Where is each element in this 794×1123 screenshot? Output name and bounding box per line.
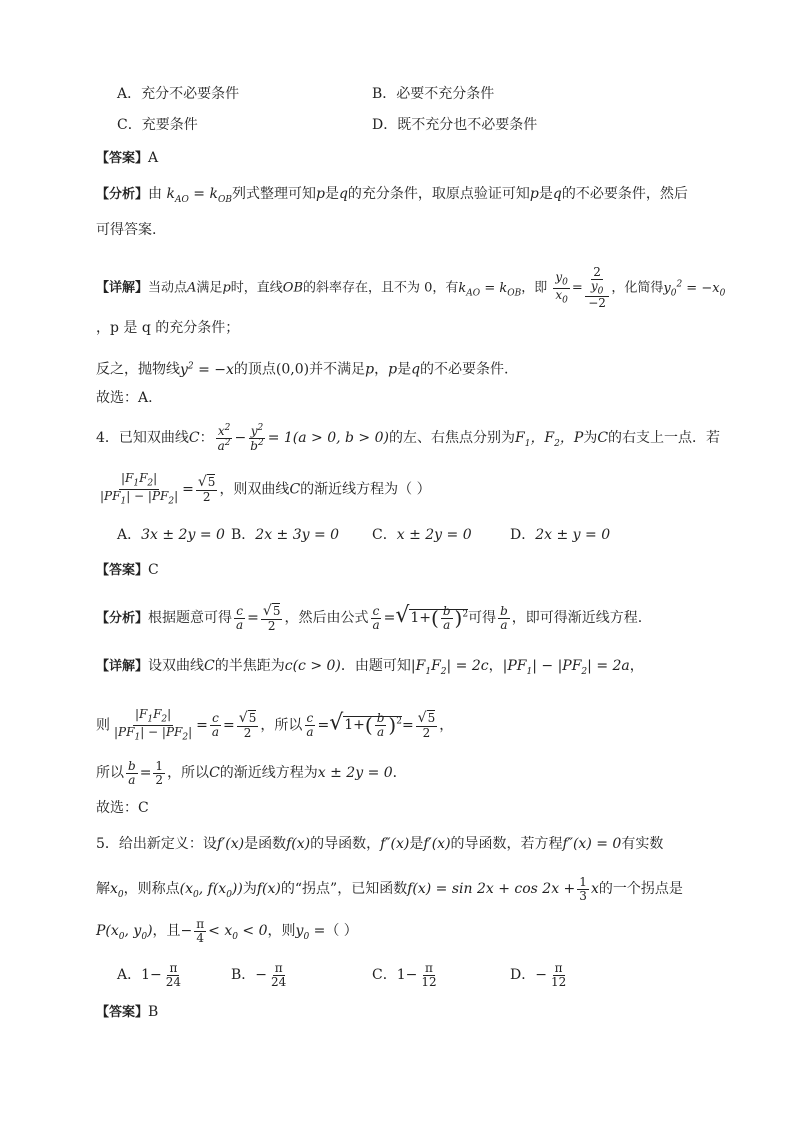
text: 时，直线 <box>230 280 283 296</box>
math: 2x ± y = 0 <box>535 527 611 543</box>
text: ，则双曲线 <box>219 481 290 498</box>
text: （ ） <box>325 923 358 940</box>
fraction: $\frac{c}{a}$ <box>211 711 220 739</box>
text: C． <box>372 967 397 984</box>
math: A <box>187 280 197 296</box>
math: $y_0$ = <box>295 923 326 942</box>
text: 的导函数， <box>310 836 381 852</box>
math: q <box>338 186 348 202</box>
text: 的一个拐点是 <box>598 881 683 898</box>
text: 根据题意可得 <box>148 610 233 627</box>
fraction: $\frac{\pi}{4}$ <box>196 917 205 945</box>
text: 的不必要条件. <box>420 361 509 378</box>
q4-option-b <box>231 525 339 545</box>
text: ，则称点 <box>123 881 180 898</box>
fraction: $\frac{b}{a}$ <box>500 604 508 632</box>
fraction: $\frac{y_0}{x_0}$ <box>555 269 568 305</box>
math: p <box>365 361 375 378</box>
text: 的左、右焦点分别为 <box>388 430 515 447</box>
q3-option-b: B．必要不充分条件 <box>372 86 495 102</box>
text: 的半焦距为 <box>214 658 285 674</box>
text: 所以 <box>96 765 124 782</box>
math: p <box>529 186 539 202</box>
fraction: $\frac{b}{a}$ <box>128 759 136 787</box>
math: q <box>411 361 421 378</box>
q3-option-d: D．既不充分也不必要条件 <box>372 117 538 133</box>
fraction: $\frac{1}{2}$ <box>155 759 164 787</box>
math: q <box>552 186 562 202</box>
math: $F_1$，$F_2$，P <box>514 430 584 449</box>
q3-analysis-line1 <box>96 184 688 210</box>
math: $|PF_1| - |PF_2| = 2a$ <box>502 658 630 677</box>
fraction: $\frac{c}{a}$ <box>306 711 314 739</box>
math: f′(x) <box>423 836 451 852</box>
text: 列式整理可知 <box>231 186 316 202</box>
text: ，然后由公式 <box>284 610 369 627</box>
math: x ± 2y = 0 <box>317 765 393 782</box>
q4-choose: 故选：C <box>96 800 149 816</box>
text: 为 <box>242 881 257 898</box>
math: f(x) = sin 2x + cos 2x + <box>407 881 576 898</box>
q4-stem-line2: $\frac{|F_1F_2|}{|PF_1| - |PF_2|}$ = $\frac{√5}{2}$ ，则双曲线C的渐近线方程为（ ） <box>100 471 431 507</box>
text: 的右支上一点．若 <box>608 430 721 447</box>
q4-option-a <box>117 525 225 545</box>
q5-option-b: B．− $\frac{\pi}{24}$ <box>231 961 287 989</box>
text: 的充分条件，取原点验证可知 <box>347 186 530 202</box>
math: ($x_0$, $f(x_0)$) <box>179 881 243 900</box>
q5-stem-line1 <box>96 834 663 854</box>
text: 当动点 <box>148 280 188 296</box>
math: C <box>204 658 215 674</box>
text: 5．给出新定义：设 <box>96 836 217 852</box>
fraction: $\frac{\pi}{24}$ <box>165 961 182 989</box>
text: ，即可得渐近线方程. <box>511 610 643 627</box>
analysis-tag: 【分析】 <box>96 187 149 202</box>
math: $P(x_0$, $y_0$) <box>96 923 153 942</box>
math: c(c > 0) <box>284 658 341 674</box>
fraction: $\frac{√5}{2}$ <box>262 603 281 633</box>
math: $x_0$ <box>110 881 124 900</box>
text: ，所以 <box>167 765 210 782</box>
fraction: $\frac{\pi}{12}$ <box>421 961 437 989</box>
math: $y^2 = -x$ <box>180 361 234 378</box>
math: C <box>597 430 609 447</box>
text: 设双曲线 <box>148 658 205 674</box>
q3-option-a: A．充分不必要条件 <box>117 86 240 102</box>
q3-analysis-line2: 可得答案. <box>96 222 157 238</box>
math: C <box>209 765 220 782</box>
answer-value: B <box>148 1004 159 1020</box>
text: 有实数 <box>621 836 664 852</box>
fraction: $\frac{\pi}{24}$ <box>271 961 287 989</box>
text: 是函数 <box>244 836 287 852</box>
answer-value: C <box>148 562 159 578</box>
text: D． <box>510 527 536 543</box>
math: f″(x) <box>380 836 410 852</box>
text: ，则 <box>267 923 296 940</box>
fraction: $\frac{y^2}{b^2}$ <box>250 423 264 453</box>
math: x ± 2y = 0 <box>396 527 472 543</box>
math: (0,0) <box>275 361 310 378</box>
text: C． <box>372 527 397 543</box>
detail-tag: 【详解】 <box>96 659 149 674</box>
fraction: $\frac{1}{3}$ <box>579 875 587 903</box>
math: $k_{AO} = k_{OB}$ <box>166 186 232 205</box>
math: < $x_0 < 0$ <box>208 923 268 942</box>
math: C <box>289 481 301 498</box>
text: 可得 <box>468 610 497 627</box>
math: p <box>315 186 325 202</box>
text: 的导函数，若方程 <box>450 836 563 852</box>
answer-tag: 【答案】 <box>96 1005 149 1020</box>
fraction: $\frac{|F_1F_2|}{|PF_1| - |PF_2|}$ <box>100 471 179 507</box>
fraction: $\frac{\pi}{12}$ <box>550 961 567 989</box>
fraction: $\frac{√5}{2}$ <box>238 710 257 740</box>
text: 解 <box>96 881 110 898</box>
q5-option-c: C．1− $\frac{\pi}{12}$ <box>372 961 437 989</box>
math: f(x) <box>256 881 281 898</box>
text: 的渐近线方程为（ ） <box>300 481 431 498</box>
text: 反之，抛物线 <box>96 361 180 378</box>
math: p <box>388 361 398 378</box>
text: 的“拐点”，已知函数 <box>280 881 408 898</box>
answer-value: A <box>148 150 159 166</box>
math: 3x ± 2y = 0 <box>141 527 225 543</box>
q4-detail-line2: 则 $\frac{|F_1F_2|}{|PF_1| - |PF_2|}$ = $\frac{c}{a}$ = $\frac{√5}{2}$ ，所以 $\frac{c}{a}$ =√1+( $\frac{b}{a}$ )$^2$= $\frac{√5}{2}$ ， <box>96 707 454 743</box>
math: $k_{AO} = k_{OB}$ <box>458 280 522 299</box>
math: p <box>222 280 231 296</box>
fraction: $\frac{c}{a}$ <box>372 604 380 632</box>
text: ，化简得 <box>611 280 664 296</box>
text: 的渐近线方程为 <box>219 765 318 782</box>
q5-option-a: A．1− $\frac{\pi}{24}$ <box>117 961 182 989</box>
q4-stem-line1: 4．已知双曲线C： $\frac{x^2}{a^2}$ − $\frac{y^2}{b^2}$ = 1(a > 0, b > 0)的左、右焦点分别为$F_1$，$F_2$，P为C的右支上一点．若 <box>96 423 721 453</box>
text: 满足 <box>196 280 223 296</box>
text: ．由题可知 <box>340 658 411 674</box>
math: C <box>188 430 200 447</box>
q3-detail-line3: 反之，抛物线$y^2 = -x$的顶点(0,0)并不满足p，p是q的不必要条件. <box>96 361 509 378</box>
text: 的斜率存在，且不为 0，有 <box>303 280 459 296</box>
fraction: $\frac{√5}{2}$ <box>417 710 436 740</box>
text: D． <box>510 967 536 984</box>
math: f″(x) = 0 <box>562 836 622 852</box>
text: ，所以 <box>260 717 303 734</box>
text: B． <box>231 527 256 543</box>
q4-detail-line1: 【详解】设双曲线C的半焦距为c(c > 0)．由题可知$|F_1F_2| = 2c$，$|PF_1| - |PF_2| = 2a$， <box>96 658 644 677</box>
text: 由 <box>148 186 163 202</box>
math: = 1(a > 0, b > 0) <box>267 430 389 447</box>
text: 的不必要条件，然后 <box>561 186 688 202</box>
q3-option-c: C．充要条件 <box>117 117 198 133</box>
answer-tag: 【答案】 <box>96 563 149 578</box>
q4-analysis: 【分析】根据题意可得 $\frac{c}{a}$ = $\frac{√5}{2}$ ，然后由公式 $\frac{c}{a}$ =√1+( $\frac{b}{a}$ )$^2$可得 $\frac{b}{a}$ ，即可得渐近线方程. <box>96 603 643 633</box>
detail-tag: 【详解】 <box>96 280 149 296</box>
q3-detail-line1: 【详解】当动点A满足p时，直线OB的斜率存在，且不为 0，有$k_{AO} = k_{OB}$，即 $\frac{y_0}{x_0}$ = $\frac{\frac{2}{y_0}}{-2}$ ，化简得$y_0^2 = -x_0$ <box>96 265 726 311</box>
math: $|F_1F_2| = 2c$ <box>410 658 489 677</box>
text: 则 <box>96 717 110 734</box>
math: $y_0^2 = -x_0$ <box>663 279 726 299</box>
text: 为 <box>583 430 598 447</box>
q5-stem-line3: $P(x_0$, $y_0$)，且− $\frac{\pi}{4}$ < $x_0 < 0$，则$y_0$ =（ ） <box>96 917 358 945</box>
text: A． <box>117 527 142 543</box>
math: x <box>590 881 599 898</box>
text: 是 <box>409 836 424 852</box>
q5-answer <box>96 1002 158 1023</box>
math: f(x) <box>286 836 311 852</box>
q3-detail-line2: ，p 是 q 的充分条件； <box>96 320 240 336</box>
text: 是 <box>538 186 553 202</box>
fraction: $\frac{√5}{2}$ <box>197 474 216 504</box>
answer-tag: 【答案】 <box>96 151 149 166</box>
text: 4．已知双曲线 <box>96 430 189 447</box>
fraction: $\frac{\frac{2}{y_0}}{-2}$ <box>585 266 610 310</box>
sqrt: 1+( $\frac{b}{a}$ )$^2$ <box>344 711 402 739</box>
q4-option-c <box>372 525 472 545</box>
q3-answer <box>96 148 158 169</box>
math: 2x ± 3y = 0 <box>255 527 340 543</box>
q3-choose: 故选：A. <box>96 390 153 406</box>
q5-option-d: D．− $\frac{\pi}{12}$ <box>510 961 567 989</box>
text: 是 <box>324 186 339 202</box>
text: B． <box>231 967 256 984</box>
text: 的顶点 <box>233 361 276 378</box>
math: f′(x) <box>216 836 245 852</box>
text: ，即 <box>521 280 548 296</box>
q5-stem-line2 <box>96 876 683 905</box>
fraction: $\frac{x^2}{a^2}$ <box>217 423 231 453</box>
q4-option-d <box>510 525 610 545</box>
text: 是 <box>397 361 412 378</box>
text: A． <box>117 967 142 984</box>
text: 并不满足 <box>309 361 366 378</box>
q4-answer <box>96 560 159 581</box>
fraction: $\frac{|F_1F_2|}{|PF_1| - |PF_2|}$ <box>114 707 193 743</box>
sqrt: 1+( $\frac{b}{a}$ )$^2$ <box>410 604 469 632</box>
math: OB <box>282 280 303 296</box>
text: ，且 <box>152 923 181 940</box>
analysis-tag: 【分析】 <box>96 611 149 627</box>
q4-detail-line3: 所以 $\frac{b}{a}$ = $\frac{1}{2}$ ，所以C的渐近线方程为x ± 2y = 0． <box>96 759 407 787</box>
fraction: $\frac{c}{a}$ <box>236 604 244 632</box>
